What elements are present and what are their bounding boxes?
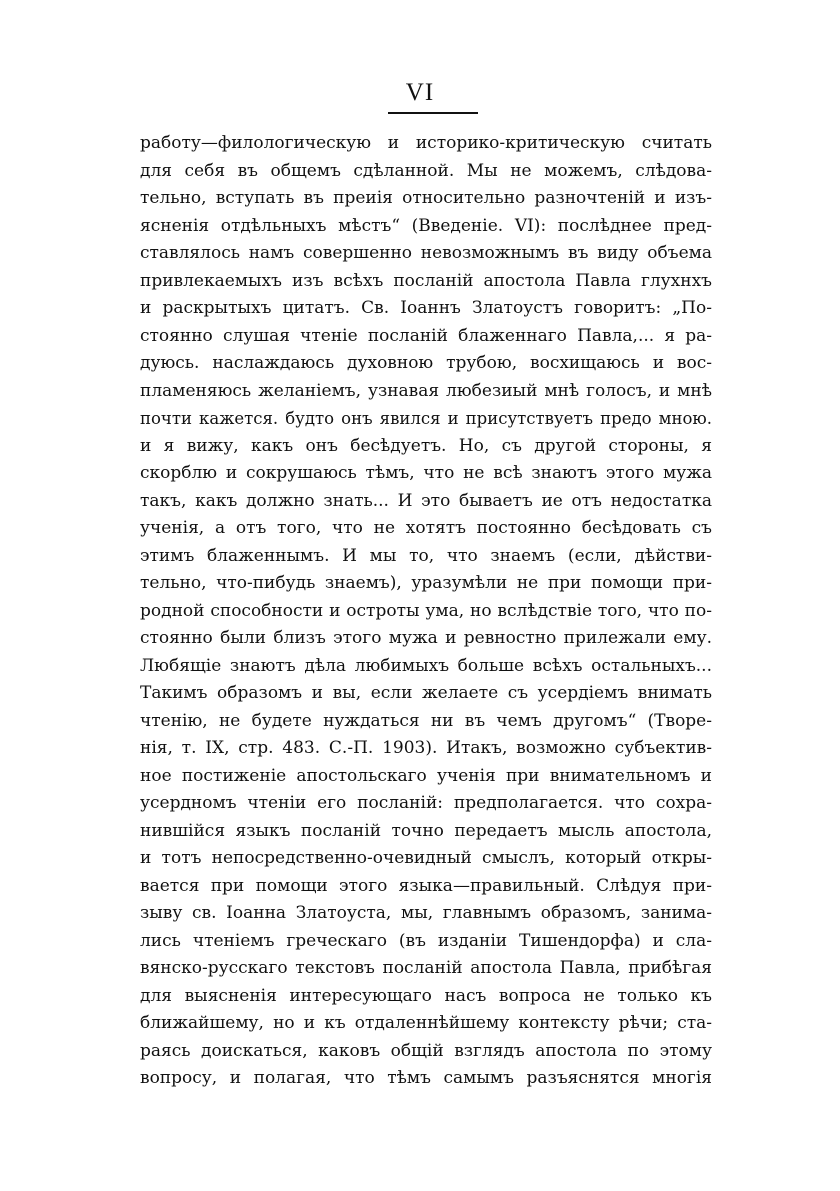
text-line: усердномъ чтеніи его посланій: предполагается. что сохра- xyxy=(140,793,712,813)
text-line: почти кажется. будто онъ явился и присутствуетъ предо мною. xyxy=(140,409,712,428)
page-number: VI xyxy=(405,79,435,106)
text-line: стоянно слушая чтеніе посланій блаженнаго Павла,... я ра- xyxy=(140,325,712,346)
text-line: ближайшему, но и къ отдаленнѣйшему контексту рѣчи; ста- xyxy=(140,1013,712,1033)
text-line: и раскрытыхъ цитатъ. Св. Іоаннъ Златоустъ говоритъ: „По- xyxy=(140,298,712,318)
text-line: зыву св. Іоанна Златоуста, мы, главнымъ образомъ, занима- xyxy=(140,903,712,923)
header-rule xyxy=(388,112,478,114)
text-line: Любящіе знаютъ дѣла любимыхъ больше всѣхъ остальныхъ... xyxy=(140,655,712,676)
text-line: Такимъ образомъ и вы, если желаете съ усердіемъ внимать xyxy=(140,683,712,703)
text-line: привлекаемыхъ изъ всѣхъ посланій апостола Павла глухнхъ xyxy=(140,270,712,291)
text-line: раясь доискаться, каковъ общій взглядъ апостола по этому xyxy=(140,1040,712,1061)
text-line: этимъ блаженнымъ. И мы то, что знаемъ (если, дѣйстви- xyxy=(140,545,712,566)
text-line: и я вижу, какъ онъ бесѣдуетъ. Но, съ другой стороны, я xyxy=(140,435,712,456)
text-line: тельно, что-пибудь знаемъ), уразумѣли не при помощи при- xyxy=(140,573,712,593)
page-header xyxy=(300,78,540,108)
text-line: для выясненія интересующаго насъ вопроса не только къ xyxy=(140,985,712,1006)
text-line: работу—филологическую и историко-критическую считать xyxy=(140,133,712,153)
text-line: ясненія отдѣльныхъ мѣстъ“ (Введеніе. VI): послѣднее пред- xyxy=(140,215,712,236)
text-line: чтенію, не будете нуждаться ни въ чемъ другомъ“ (Творе- xyxy=(140,710,712,731)
text-line: нившійся языкъ посланій точно передаетъ мысль апостола, xyxy=(140,820,712,841)
text-line: лись чтеніемъ греческаго (въ изданіи Тишендорфа) и сла- xyxy=(140,930,712,951)
text-line: вопросу, и полагая, что тѣмъ самымъ разъяснятся многія xyxy=(140,1068,712,1088)
text-line: вянско-русскаго текстовъ посланій апостола Павла, прибѣгая xyxy=(140,958,712,978)
text-line: пламеняюсь желаніемъ, узнавая любезиый мнѣ голосъ, и мнѣ xyxy=(140,380,712,401)
text-line: стоянно были близъ этого мужа и ревностно прилежали ему. xyxy=(140,628,712,648)
text-line: дуюсь. наслаждаюсь духовною трубою, восхищаюсь и вос- xyxy=(140,353,712,373)
body-text xyxy=(140,130,712,1093)
text-line: ученія, а отъ того, что не хотятъ постоянно бесѣдовать съ xyxy=(140,518,712,538)
text-line: такъ, какъ должно знать... И это бываетъ ие отъ недостатка xyxy=(140,490,712,511)
text-line: скорблю и сокрушаюсь тѣмъ, что не всѣ знаютъ этого мужа xyxy=(140,463,712,483)
text-line: вается при помощи этого языка—правильный. Слѣдуя при- xyxy=(140,875,712,896)
text-line: и тотъ непосредственно-очевидный смыслъ, который откры- xyxy=(140,848,712,868)
text-line: для себя въ общемъ сдѣланной. Мы не можемъ, слѣдова- xyxy=(140,160,712,181)
text-line: ставлялось намъ совершенно невозможнымъ въ виду объема xyxy=(140,243,712,263)
text-line: нія, т. IX, стр. 483. С.-П. 1903). Итакъ, возможно субъектив- xyxy=(140,738,712,758)
text-line: тельно, вступать въ преиія относительно разночтеній и изъ- xyxy=(140,188,712,208)
text-line: ное постиженіе апостольскаго ученія при внимательномъ и xyxy=(140,765,712,786)
text-line: родной способности и остроты ума, но вслѣдствіе того, что по- xyxy=(140,600,712,621)
